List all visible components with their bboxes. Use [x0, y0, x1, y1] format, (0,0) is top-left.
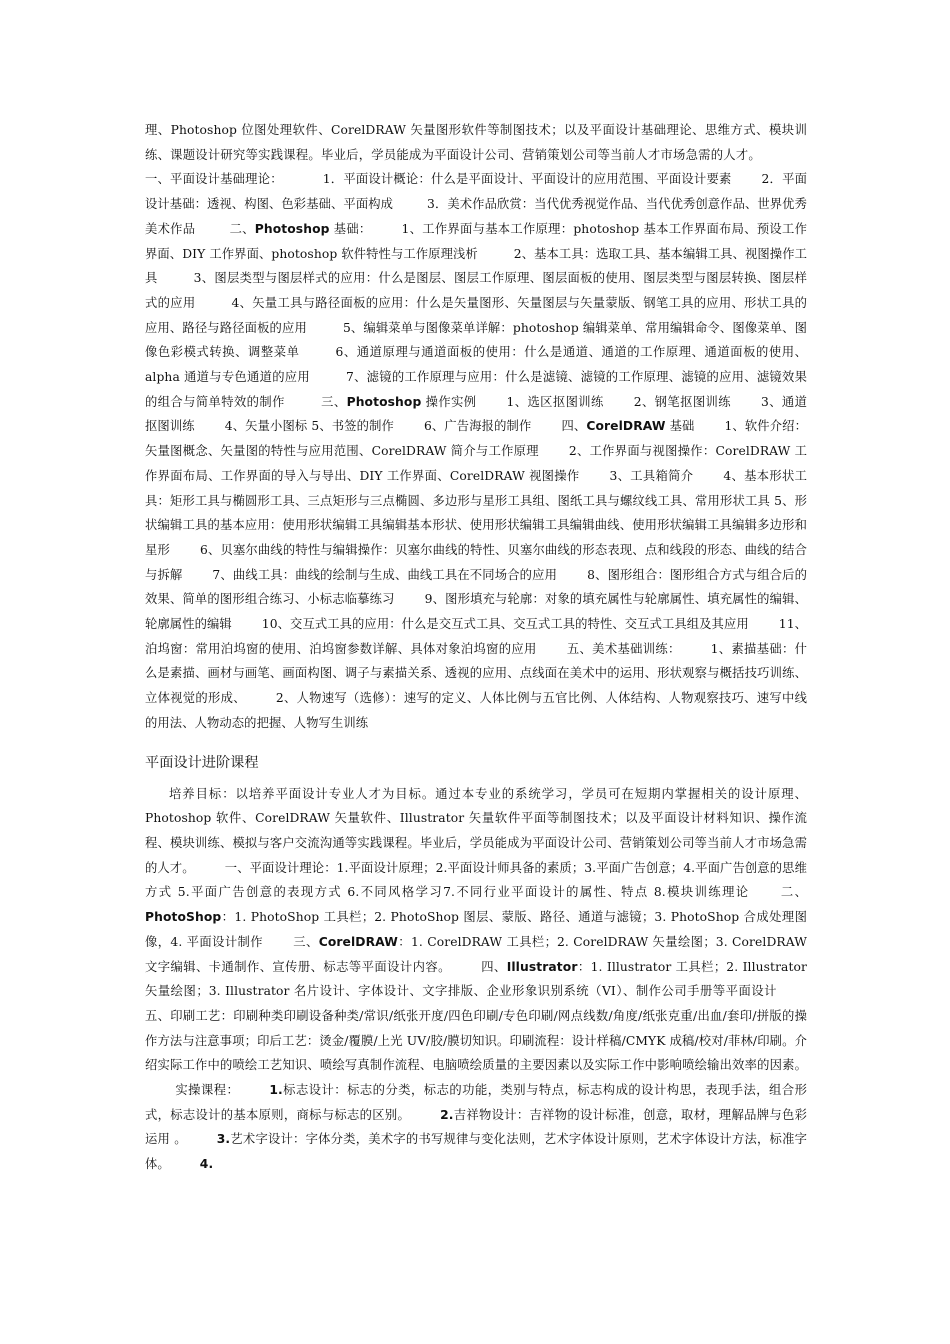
bold-term: 4.: [199, 1157, 214, 1172]
text-run: 8、图形组合：图形组合方式与组合后的效果、简单的图形组合练习、小标志临摹练习: [145, 567, 808, 607]
bold-term: CorelDRAW: [318, 934, 398, 949]
bold-term: 3.: [216, 1132, 231, 1147]
text-run: 五、美术基础训练：: [566, 641, 681, 656]
text-run: 三、: [320, 394, 347, 409]
text-run: 2、基本工具：选取工具、基本编辑工具、视图操作工具: [145, 246, 807, 286]
bold-term: Photoshop: [346, 394, 422, 409]
text-run: 3、图层类型与图层样式的应用：什么是图层、图层工作原理、图层面板的使用、图层类型与图层转换、图层样式的应用: [145, 271, 807, 310]
text-run: 一、平面设计基础理论：: [145, 172, 283, 187]
text-run: 9、图形填充与轮廓：对象的填充属性与轮廓属性、填充属性的编辑、轮廓属性的编辑: [145, 592, 807, 632]
text-run: 艺术字设计：字体分类，美术字的书写规律与变化法则，艺术字体设计原则，艺术字体设计方法，标准字体。: [145, 1132, 808, 1172]
text-run: 2．平面设计基础：透视、构图、色彩基础、平面构成: [145, 172, 807, 212]
text-run: 四、: [480, 959, 507, 974]
text-run: ：1. Illustrator 工具栏；2. Illustrator 矢量绘图；3. Illustrator 名片设计、字体设计、文字排版、企业形象识别系统（VI）、制作公司手册等平面设计: [145, 959, 808, 999]
text-run: 10、交互式工具的应用：什么是交互式工具、交互式工具的特性、交互式工具组及其应用: [261, 617, 749, 632]
text-run: 6、广告海报的制作: [423, 419, 532, 434]
text-run: ：1. PhotoShop 工具栏；2. PhotoShop 图层、蒙版、路径、通道与滤镜；3. PhotoShop 合成处理图像，4. 平面设计制作: [145, 910, 807, 949]
section-heading-advanced-course: 平面设计进阶课程: [145, 754, 259, 771]
bold-term: CorelDRAW: [586, 419, 666, 434]
text-run: 4、基本形状工具：矩形工具与椭圆形工具、三点矩形与三点椭圆、多边形与星形工具组、图纸工具与螺纹线工具、常用形状工具 5、形状编辑工具的基本应用：使用形状编辑工具编辑基本形状、使用形状编辑工具编辑曲线、使用形状编辑工具编辑多边形和星形: [145, 468, 807, 557]
text-run: 二、: [229, 221, 255, 236]
text-run: 基础：: [329, 221, 372, 236]
text-run: 二、: [779, 885, 807, 900]
text-run: 三、: [292, 934, 319, 949]
text-run: 7、滤镜的工作原理与应用：什么是滤镜、滤镜的工作原理、滤镜的应用、滤镜效果的组合与简单特效的制作: [145, 370, 807, 409]
text-run: 一、平面设计理论：1.平面设计原理；2.平面设计师具备的素质；3.平面广告创意；4.平面广告创意的思维方式 5.平面广告创意的表现方式 6.不同风格学习7.不同行业平面设计的属性、特点 8.模块训练理论: [145, 860, 807, 900]
text-run: 4、矢量工具与路径面板的应用：什么是矢量图形、矢量图层与矢量蒙版、钢笔工具的应用、形状工具的应用、路径与路径面板的应用: [145, 295, 807, 335]
text-run: 标志设计：标志的分类，标志的功能，类别与特点，标志构成的设计构思，表现手法，组合形式，标志设计的基本原则，商标与标志的区别。: [145, 1083, 807, 1122]
text-run: 1、素描基础：什么是素描、画材与画笔、画面构图、调子与素描关系、透视的应用、点线面在美术中的运用、形状观察与概括技巧训练、立体视觉的形成、: [145, 641, 807, 706]
text-run: 11、泊坞窗：常用泊坞窗的使用、泊坞窗参数详解、具体对象泊坞窗的应用: [145, 617, 808, 656]
text-run: 6、通道原理与通道面板的使用：什么是通道、通道的工作原理、通道面板的使用、alpha 通道与专色通道的应用: [145, 345, 808, 385]
text-run: 1、工作界面与基本工作原理：photoshop 基本工作界面布局、预设工作界面、DIY 工作界面、photoshop 软件特性与工作原理浅析: [145, 221, 807, 261]
text-run: 理、Photoshop 位图处理软件、CorelDRAW 矢量图形软件等制图技术；以及平面设计基础理论、思维方式、模块训练、课题设计研究等实践课程。毕业后，学员能成为平面设计公司、营销策划公司等当前人才市场急需的人才。: [145, 123, 807, 162]
bold-term: PhotoShop: [145, 910, 222, 925]
bold-term: Photoshop: [254, 221, 330, 236]
text-run: 6、贝塞尔曲线的特性与编辑操作：贝塞尔曲线的特性、贝塞尔曲线的形态表现、点和线段的形态、曲线的结合与拆解: [145, 542, 807, 582]
text-run: 1、选区抠图训练: [506, 394, 604, 409]
bold-term: Illustrator: [506, 959, 578, 974]
text-run: 7、曲线工具：曲线的绘制与生成、曲线工具在不同场合的应用: [212, 567, 558, 582]
text-run: 3．美术作品欣赏：当代优秀视觉作品、当代优秀创意作品、世界优秀美术作品: [145, 197, 807, 236]
text-run: 2、人物速写（选修）：速写的定义、人体比例与五官比例、人体结构、人物观察技巧、速写中线的用法、人物动态的把握、人物写生训练: [145, 691, 807, 730]
bold-term: 1.: [269, 1083, 283, 1098]
text-run: ：1. CorelDRAW 工具栏；2. CorelDRAW 矢量绘图；3. CorelDRAW 文字编辑、卡通制作、宣传册、标志等平面设计内容。: [145, 934, 807, 974]
text-run: 3、工具箱简介: [609, 468, 694, 483]
bold-term: 2.: [440, 1107, 454, 1122]
text-run: 1、软件介绍：矢量图概念、矢量图的特性与应用范围、CorelDRAW 简介与工作原理: [145, 419, 807, 459]
text-run: 4、矢量小图标 5、书签的制作: [224, 419, 394, 434]
document-page: [145, 118, 807, 1177]
text-run: 5、编辑菜单与图像菜单详解：photoshop 编辑菜单、常用编辑命令、图像菜单、图像色彩模式转换、调整菜单: [145, 320, 807, 360]
text-run: 操作实例: [421, 394, 477, 409]
text-run: 1．平面设计概论：什么是平面设计、平面设计的应用范围、平面设计要素: [322, 172, 732, 187]
text-run: 五、印刷工艺：印刷种类印刷设备种类/常识/纸张开度/四色印刷/专色印刷/网点线数/角度/纸张克重/出血/套印/拼版的操作方法与注意事项；印后工艺：烫金/覆膜/上光 UV/胶/膜切知识。印刷流程：设计样稿/CMYK 成稿/校对/菲林/印刷。介绍实际工作中的喷绘工艺知识、喷绘写真制作流程、电脑喷绘质量的主要因素以及实际工作中影响喷绘输出效率的因素。: [145, 1008, 807, 1073]
text-run: 基础: [665, 419, 695, 434]
text-run: 2、工作界面与视图操作：CorelDRAW 工作界面布局、工作界面的导入与导出、DIY 工作界面、CorelDRAW 视图操作: [145, 444, 808, 483]
text-run: 3、通道抠图训练: [145, 394, 808, 434]
text-run: 2、钢笔抠图训练: [633, 394, 731, 409]
course-advanced-paragraph: [145, 782, 807, 1177]
text-run: 四、: [561, 419, 587, 434]
course-basic-paragraph: [145, 118, 807, 736]
text-run: 实操课程：: [175, 1083, 240, 1098]
text-run: 吉祥物设计：吉祥物的设计标准，创意，取材，理解品牌与色彩运用 。: [145, 1107, 807, 1147]
text-run: 培养目标：以培养平面设计专业人才为目标。通过本专业的系统学习，学员可在短期内掌握相关的设计原理、Photoshop 软件、CorelDRAW 矢量软件、Illustrator 矢量软件平面等制图技术；以及平面设计材料知识、操作流程、模块训练、模拟与客户交流沟通等实践课程。毕业后，学员能成为平面设计公司、营销策划公司等当前人才市场急需的人才。: [145, 786, 807, 875]
